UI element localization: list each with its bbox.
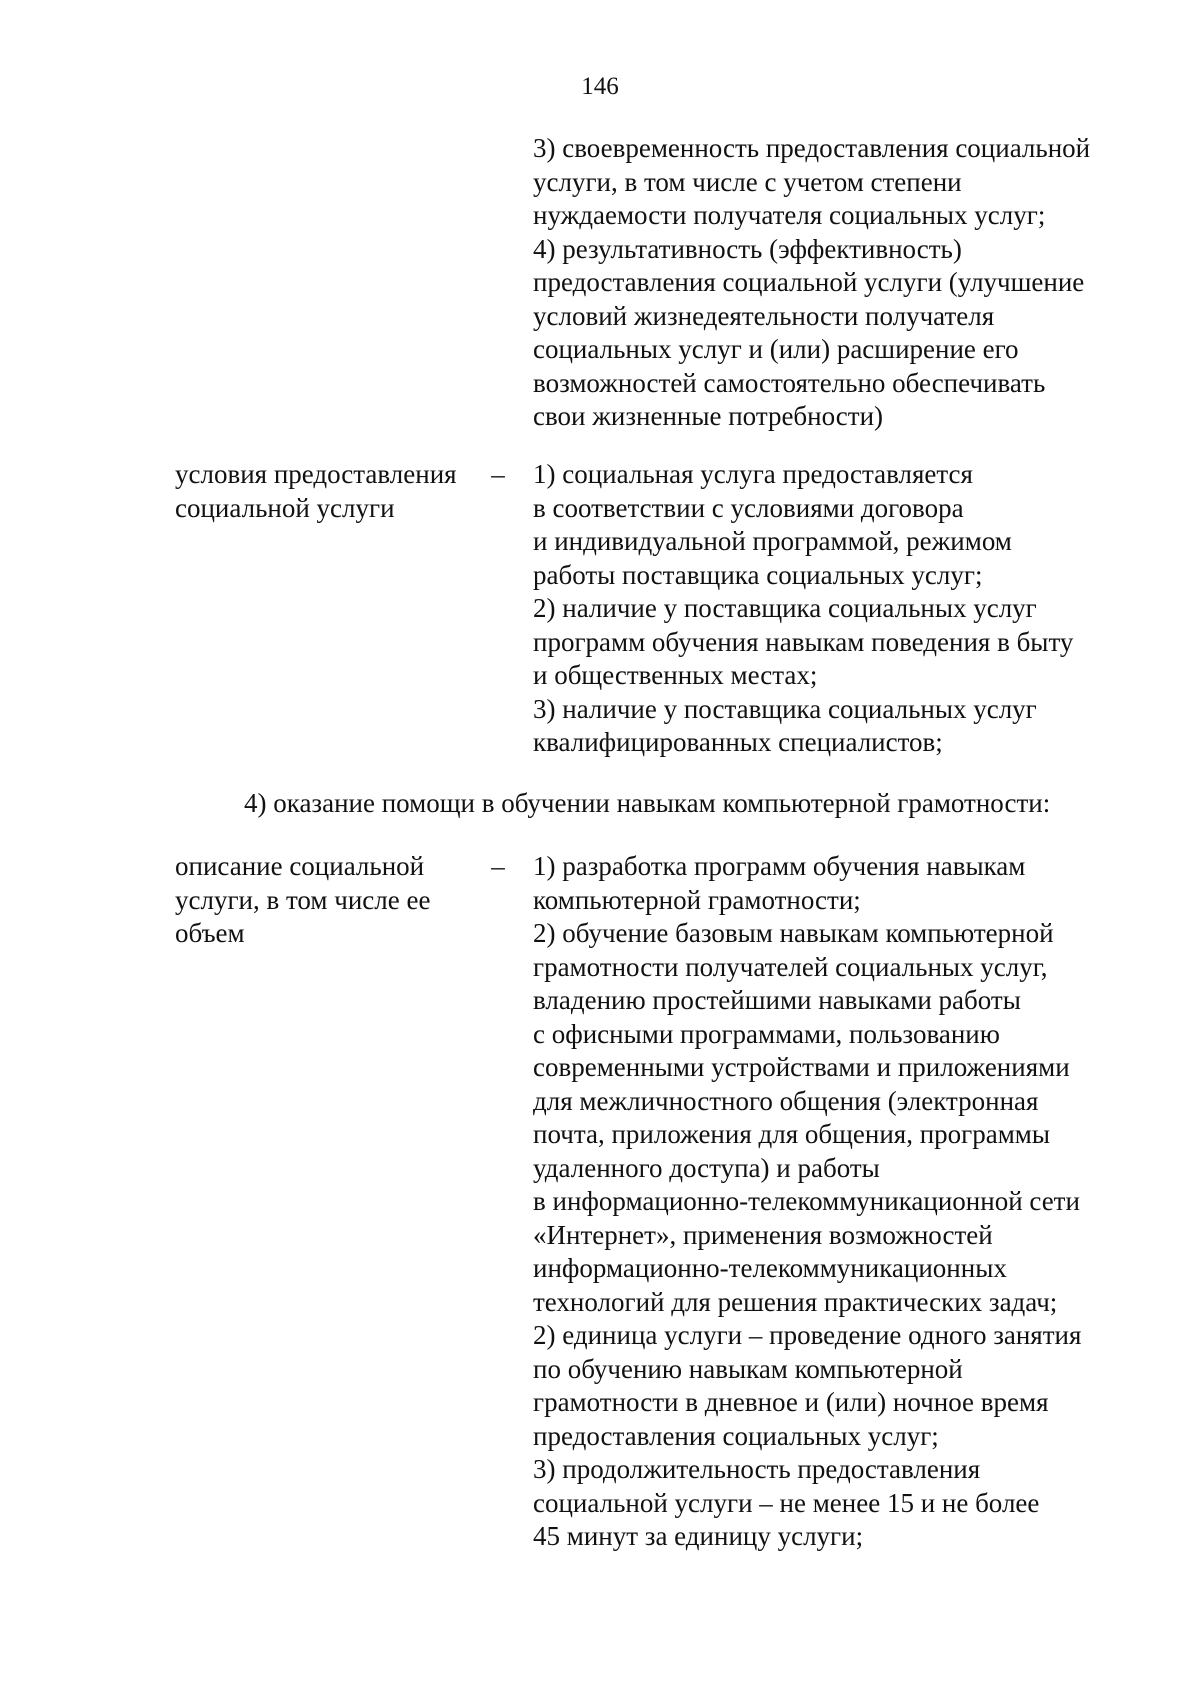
text-line: технологий для решения практических задач;	[533, 1286, 1058, 1317]
text-line: владению простейшими навыками работы	[533, 985, 1021, 1015]
text-line: 2) обучение базовым навыкам компьютерной	[533, 918, 1054, 948]
text-line: и общественных местах;	[533, 660, 818, 690]
text-line: в информационно-телекоммуникационной сети	[533, 1186, 1080, 1216]
text-line: 3) продолжительность предоставления	[533, 1454, 981, 1484]
text-line: нуждаемости получателя социальных услуг;	[533, 200, 1046, 230]
text-line: «Интернет», применения возможностей	[533, 1219, 993, 1250]
text-line: по обучению навыкам компьютерной	[533, 1353, 963, 1384]
block2-right-column	[533, 458, 1073, 760]
text-line: грамотности получателей социальных услуг,	[533, 951, 1048, 982]
text-line: условий жизнедеятельности получателя	[533, 300, 995, 331]
text-line: с офисными программами, пользованию	[533, 1018, 1000, 1049]
term-dash: –	[491, 851, 505, 881]
text-line: компьютерной грамотности;	[533, 884, 861, 915]
text-line: социальной услуги – не менее 15 и не более	[533, 1487, 1040, 1518]
text-line: 3) своевременность предоставления социальной	[533, 133, 1091, 163]
term-line: условия предоставления	[175, 459, 457, 489]
text-line: в соответствии с условиями договора	[533, 492, 964, 523]
block2-left-term	[175, 458, 457, 525]
text-line: квалифицированных специалистов;	[533, 727, 943, 757]
text-line: информационно-телекоммуникационных	[533, 1253, 1007, 1283]
text-line: 1) социальная услуга предоставляется	[533, 459, 973, 489]
text-line: предоставления социальных услуг;	[533, 1420, 939, 1451]
block3-left-term	[175, 850, 430, 951]
text-line: предоставления социальной услуги (улучшение	[533, 267, 1085, 297]
text-line: 1) разработка программ обучения навыкам	[533, 851, 1026, 881]
section-heading: 4) оказание помощи в обучении навыкам компьютерной грамотности:	[244, 788, 1051, 818]
text-line: удаленного доступа) и работы	[533, 1152, 880, 1183]
text-line: 2) наличие у поставщика социальных услуг	[533, 593, 1037, 623]
text-line: 4) результативность (эффективность)	[533, 233, 962, 264]
term-line: описание социальной	[175, 851, 425, 881]
text-line: 2) единица услуги – проведение одного занятия	[533, 1320, 1082, 1350]
term-line: социальной услуги	[175, 492, 395, 523]
text-line: для межличностного общения (электронная	[533, 1085, 1039, 1116]
term-line: объем	[175, 918, 245, 948]
block1-right-column	[533, 132, 1090, 434]
text-line: возможностей самостоятельно обеспечивать	[533, 367, 1046, 398]
text-line: работы поставщика социальных услуг;	[533, 559, 983, 590]
block3-right-column	[533, 850, 1081, 1554]
text-line: и индивидуальной программой, режимом	[533, 526, 1012, 556]
text-line: почта, приложения для общения, программы	[533, 1119, 1051, 1149]
text-line: грамотности в дневное и (или) ночное время	[533, 1387, 1049, 1417]
term-dash: –	[491, 459, 505, 489]
text-line: программ обучения навыкам поведения в быту	[533, 626, 1074, 657]
text-line: социальных услуг и (или) расширение его	[533, 334, 1019, 364]
text-line: 45 минут за единицу услуги;	[533, 1521, 864, 1551]
text-line: 3) наличие у поставщика социальных услуг	[533, 693, 1037, 724]
text-line: современными устройствами и приложениями	[533, 1052, 1070, 1082]
page-number: 146	[581, 73, 619, 100]
text-line: услуги, в том числе с учетом степени	[533, 166, 962, 197]
term-line: услуги, в том числе ее	[175, 884, 431, 915]
text-line: свои жизненные потребности)	[533, 401, 884, 431]
